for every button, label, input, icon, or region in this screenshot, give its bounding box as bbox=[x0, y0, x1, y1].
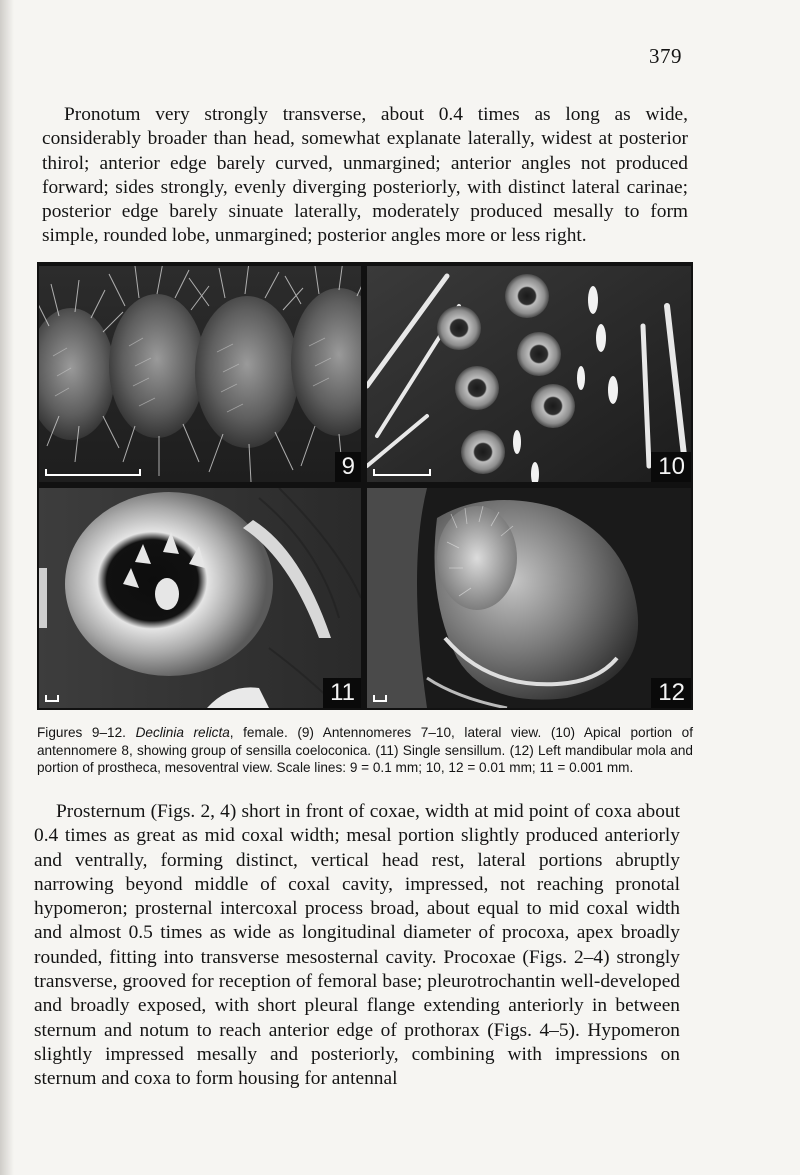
figure-panel-9 bbox=[39, 266, 361, 482]
panel-label: 9 bbox=[335, 452, 361, 482]
caption-lead: Figures 9–12. bbox=[37, 725, 126, 740]
figure-panel-10 bbox=[367, 266, 691, 482]
paragraph-prosternum: Prosternum (Figs. 2, 4) short in front of coxae, width at mid point of coxa about 0.4 times as great as mid coxal width; mesal portion slightly produced anteriorly and ventrally, forming distinct, vertical head rest, lateral portions abruptly narrowing beyond middle of coxal cavity, impressed, not reaching pronotal hypomeron; prosternal intercoxal process broad, about equal to mid coxal width and almost 0.5 times as wide as longitudinal diameter of procoxa, apex broadly rounded, fitting into transverse mesosternal cavity. Procoxae (Figs. 2–4) strongly transverse, grooved for reception of femoral base; pleurotrochantin well-developed and broadly exposed, with short pleural flange extending anteriorly in between sternum and notum to reach anterior edge of prothorax (Figs. 4–5). Hypomeron slightly impressed mesally and posteriorly, combining with impressions on sternum and coxa to form housing for antennal bbox=[34, 801, 680, 1090]
sem-image-mandibular-mola bbox=[367, 488, 691, 708]
page-number: 379 bbox=[649, 44, 682, 68]
figure-panel-11 bbox=[39, 488, 361, 708]
sem-image-single-sensillum bbox=[39, 488, 361, 708]
paragraph-pronotum: Pronotum very strongly transverse, about 0.4 times as long as wide, considerably broader than head, somewhat explanate laterally, widest at posterior thirol; anterior edge barely curved, unmargined; anterior angles not produced forward; sides strongly, evenly diverging posteriorly, with distinct lateral carinae; posterior edge barely sinuate laterally, moderately produced mesally to form simple, rounded lobe, unmargined; posterior angles more or less right. bbox=[42, 104, 688, 247]
panel-label: 10 bbox=[651, 452, 691, 482]
scale-bar bbox=[373, 695, 387, 702]
page-edge-shadow bbox=[0, 0, 14, 1175]
figure-panel-12 bbox=[367, 488, 691, 708]
scale-bar bbox=[45, 469, 141, 476]
panel-label: 12 bbox=[651, 678, 691, 708]
sem-image-sensilla-group bbox=[367, 266, 691, 482]
sem-image-antennomeres bbox=[39, 266, 361, 482]
scale-bar bbox=[45, 695, 59, 702]
figure-plate bbox=[37, 262, 693, 710]
panel-label: 11 bbox=[323, 678, 361, 708]
caption-species: Declinia relicta bbox=[135, 725, 230, 740]
figure-caption bbox=[37, 724, 693, 777]
scale-bar bbox=[373, 469, 431, 476]
caption-text: , female. (9) Antennomeres 7–10, lateral view. (10) Apical portion of antennomere 8, showing group of sensilla coeloconica. (11) Single sensillum. (12) Left mandibular mola and portion of prostheca, mesoventral view. Scale lines: 9 = 0.1 mm; 10, 12 = 0.01 mm; 11 = 0.001 mm. bbox=[37, 725, 694, 775]
